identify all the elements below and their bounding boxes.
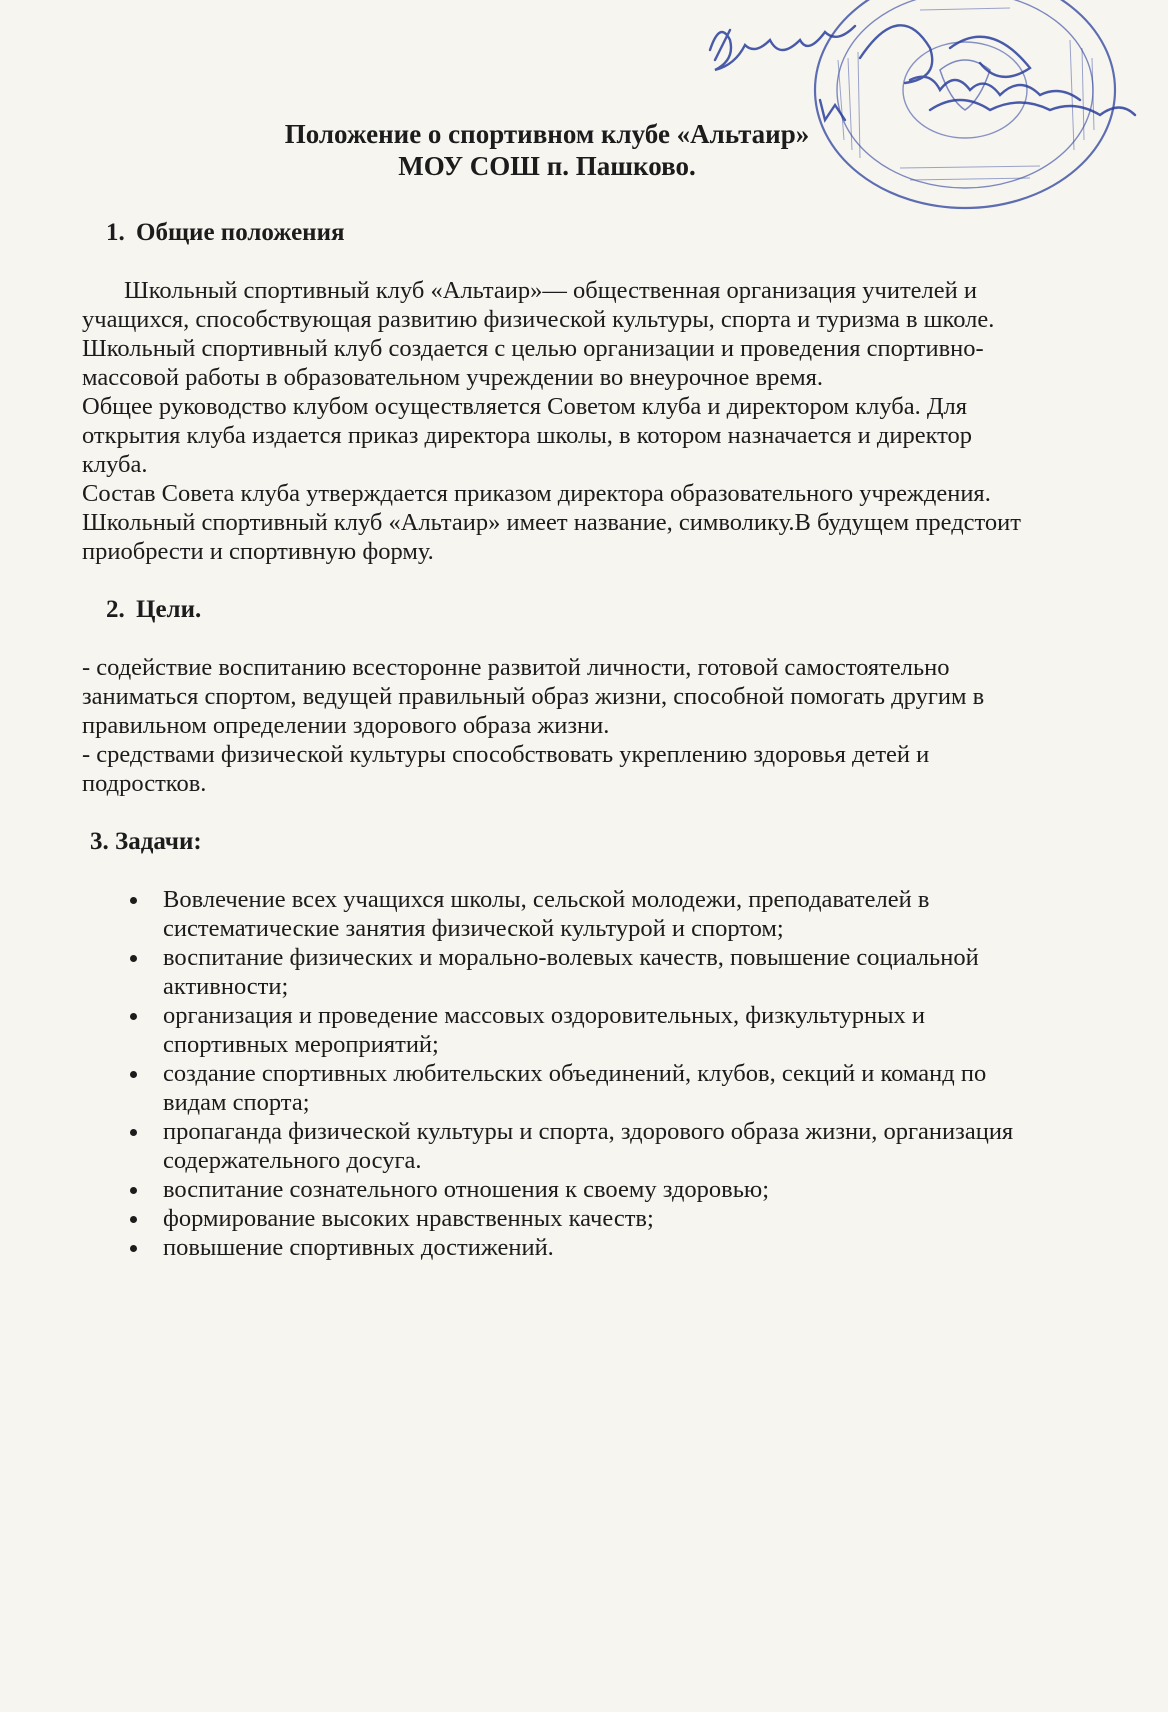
task-text: воспитание сознательного отношения к своему здоровью; [163, 1176, 770, 1203]
bullet-icon [130, 897, 137, 904]
list-item [130, 1233, 1042, 1262]
bullet-icon [130, 1129, 137, 1136]
list-item [130, 1204, 1042, 1233]
section-1-heading [82, 218, 1042, 247]
list-item [130, 885, 1042, 943]
section-1-number: 1. [106, 219, 125, 246]
bullet-icon [130, 1216, 137, 1223]
list-item [130, 1059, 1042, 1117]
section-2-heading [82, 595, 1042, 624]
bullet-icon [130, 1187, 137, 1194]
title-line-1: Положение о спортивном клубе «Альтаир» [284, 119, 810, 149]
document-body [82, 110, 1042, 1262]
task-text: формирование высоких нравственных качеств; [163, 1205, 654, 1232]
bullet-icon [130, 1071, 137, 1078]
list-item [130, 1175, 1042, 1204]
goal-item: - содействие воспитанию всесторонне развитой личности, готовой самостоятельно заниматься спортом, ведущей правильный образ жизни, способной помогать другим в правильном определении здорового образа жизни. [82, 654, 985, 739]
section-1-title: Общие положения [136, 219, 345, 246]
task-text: организация и проведение массовых оздоровительных, физкультурных и спортивных мероприятий; [163, 1002, 926, 1058]
bullet-icon [130, 955, 137, 962]
bullet-icon [130, 1013, 137, 1020]
paragraph: Школьный спортивный клуб «Альтаир» имеет название, символику.В будущем предстоит приобрести и спортивную форму. [82, 509, 1021, 565]
goal-item: - средствами физической культуры способствовать укреплению здоровья детей и подростков. [82, 741, 930, 797]
paragraph: Состав Совета клуба утверждается приказом директора образовательного учреждения. [82, 480, 991, 507]
paragraph: Школьный спортивный клуб «Альтаир»— общественная организация учителей и учащихся, способствующая развитию физической культуры, спорта и туризма в школе. [82, 277, 995, 333]
paragraph: Школьный спортивный клуб создается с целью организации и проведения спортивно-массовой работы в образовательном учреждении во внеурочное время. [82, 335, 984, 391]
section-2-number: 2. [106, 596, 125, 623]
section-3-heading: 3. Задачи: [90, 828, 202, 855]
list-item [130, 943, 1042, 1001]
section-2-title: Цели. [136, 596, 202, 623]
list-item [130, 1117, 1042, 1175]
title-line-2: МОУ СОШ п. Пашково. [398, 151, 696, 181]
task-text: создание спортивных любительских объединений, клубов, секций и команд по видам спорта; [163, 1060, 987, 1116]
document-title [82, 118, 1042, 182]
bullet-icon [130, 1245, 137, 1252]
task-text: воспитание физических и морально-волевых качеств, повышение социальной активности; [163, 944, 979, 1000]
task-text: Вовлечение всех учащихся школы, сельской молодежи, преподавателей в систематические занятия физической культурой и спортом; [163, 886, 930, 942]
tasks-list [82, 885, 1042, 1262]
paragraph: Общее руководство клубом осуществляется Советом клуба и директором клуба. Для открытия клуба издается приказ директора школы, в котором назначается и директор клуба. [82, 393, 973, 478]
list-item [130, 1001, 1042, 1059]
task-text: пропаганда физической культуры и спорта, здорового образа жизни, организация содержательного досуга. [163, 1118, 1014, 1174]
task-text: повышение спортивных достижений. [163, 1234, 554, 1261]
